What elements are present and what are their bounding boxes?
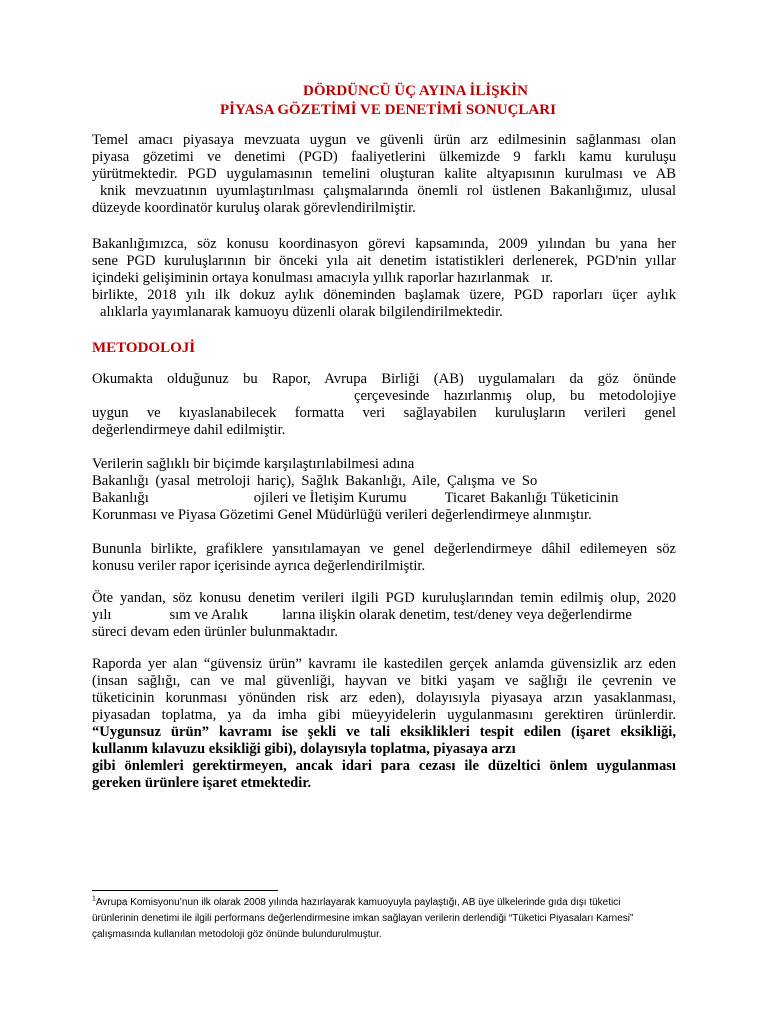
text-line: yürütmektedir. PGD uygulamasının temelini oluşturan kalite altyapısının kurulması ve AB (92, 166, 676, 182)
text-line: değerlendirmeye dahil edilmiştir. (92, 422, 286, 438)
text-fragment: ır. (541, 270, 554, 286)
methodology-paragraph-1 (92, 371, 676, 439)
text-line: Bakanlığı (yasal metroloji hariç), Sağlık Bakanlığı, Aile, Çalışma ve So (92, 473, 538, 489)
text-line: gibi önlemleri gerektirmeyen, ancak idari para cezası ile düzeltici önlem uygulanması (92, 758, 676, 774)
text-line: “Uygunsuz ürün” kavramı ise şekli ve tali eksiklikleri tespit edilen (işaret eksikliği, (92, 724, 676, 740)
text-line: süreci devam eden ürünler bulunmaktadır. (92, 624, 338, 640)
footnote-line: çalışmasında kullanılan metodoloji göz önünde bulundurulmuştur. (92, 929, 382, 940)
text-fragment: Ticaret Bakanlığı Tüketicinin (444, 490, 619, 506)
text-line (92, 490, 676, 507)
text-line: Temel amacı piyasaya mevzuata uygun ve güvenli ürün arz edilmesinin sağlanması olan (92, 132, 676, 148)
text-line: Okumakta olduğunuz bu Rapor, Avrupa Birliği (AB) uygulamaları da göz önünde (92, 371, 676, 387)
text-line: düzeyde koordinatör kuruluş olarak görevlendirilmiştir. (92, 200, 416, 216)
text-fragment: yılı (92, 607, 112, 623)
text-line: Bakanlığımızca, söz konusu koordinasyon görevi kapsamında, 2009 yılından bu yana her (92, 236, 676, 252)
intro-paragraph-2 (92, 236, 676, 321)
text-line: alıklarla yayımlanarak kamuoyu düzenli olarak bilgilendirilmektedir. (100, 304, 503, 320)
text-line: Raporda yer alan “güvensiz ürün” kavramı ile kastedilen gerçek anlamda güvensizlik arz eden (92, 656, 676, 672)
text-line: piyasadan toplatma, ya da imha gibi müeyyidelerin uygulanmasını gerektiren ürünlerdir. (92, 707, 676, 723)
text-line: knik mevzuatının uyumlaştırılması çalışmalarında önemli rol üstlenen Bakanlığımız, ulusal (100, 183, 676, 199)
document-title (0, 82, 768, 120)
text-line: (insan sağlığı, can ve mal güvenliği, hayvan ve bitki yaşam ve sağlığı ile çevrenin ve (92, 673, 676, 689)
text-fragment: ojileri ve İletişim Kurumu (253, 490, 407, 506)
text-fragment: sım ve Aralık (169, 607, 249, 623)
footnote-marker: 1 (92, 895, 96, 903)
text-line: piyasa gözetimi ve denetimi (PGD) faaliyetlerini ülkemizde 9 farklı kamu kuruluşu (92, 149, 676, 165)
text-line: uygun ve kıyaslanabilecek formatta veri sağlayabilen kuruluşların verileri genel (92, 405, 676, 421)
footnote-text: Avrupa Komisyonu’nun ilk olarak 2008 yılında hazırlayarak kamuoyuyla paylaştığı, AB üye ülkelerinde gıda dışı tüketici (95, 897, 621, 908)
methodology-paragraph-5 (92, 656, 676, 724)
text-line: Verilerin sağlıklı bir biçimde karşılaştırılabilmesi adına (92, 456, 415, 472)
methodology-paragraph-3 (92, 541, 676, 575)
text-fragment: Bakanlığı (92, 490, 149, 506)
text-line: tüketicinin korunması yönünden risk arz eden), dolayısıyla piyasaya arzın yasaklanması, (92, 690, 676, 706)
methodology-paragraph-2 (92, 456, 676, 524)
text-line: Öte yandan, söz konusu denetim verileri ilgili PGD kuruluşlarından temin edilmiş olup, 2020 (92, 590, 676, 606)
text-fragment: larına ilişkin olarak denetim, test/deney veya değerlendirme (282, 607, 632, 623)
intro-paragraph-1 (92, 132, 676, 217)
text-fragment: içindeki gelişiminin ortaya konulması amacıyla yıllık raporlar hazırlanmak (92, 270, 530, 286)
text-line (92, 270, 676, 287)
title-line-2: PİYASA GÖZETİMİ VE DENETİMİ SONUÇLARI (220, 102, 556, 118)
title-line-1: DÖRDÜNCÜ ÜÇ AYINA İLİŞKİN (303, 83, 528, 99)
footnote (92, 895, 678, 943)
footnote-separator (92, 890, 278, 891)
text-line: kullanım kılavuzu eksikliği gibi), dolayısıyla toplatma, piyasaya arzı (92, 741, 516, 757)
text-line: çerçevesinde hazırlanmış olup, bu metodolojiye (354, 388, 676, 404)
footnote-line (92, 895, 678, 911)
text-line: konusu veriler rapor içerisinde ayrıca değerlendirilmiştir. (92, 558, 426, 574)
text-line: birlikte, 2018 yılı ilk dokuz aylık döneminden başlamak üzere, PGD raporları üçer aylık (92, 287, 676, 303)
text-line: gereken ürünlere işaret etmektedir. (92, 775, 312, 791)
methodology-paragraph-6 (92, 724, 676, 792)
footnote-line: ürünlerinin denetimi ile ilgili performans değerlendirmesine imkan sağlayan verilerin derlendiği “Tüketici Piyasaları Karnesi” (92, 913, 634, 924)
text-line: Bununla birlikte, grafiklere yansıtılamayan ve genel değerlendirmeye dâhil edilemeyen söz (92, 541, 676, 557)
text-line (92, 607, 676, 624)
methodology-paragraph-4 (92, 590, 676, 641)
text-line: sene PGD kuruluşlarının bir önceki yıla ait denetim istatistikleri derlenerek, PGD'nin yıllar (92, 253, 676, 269)
section-heading-methodology: METODOLOJİ (92, 340, 196, 356)
text-line: Korunması ve Piyasa Gözetimi Genel Müdürlüğü verileri değerlendirmeye alınmıştır. (92, 507, 592, 523)
